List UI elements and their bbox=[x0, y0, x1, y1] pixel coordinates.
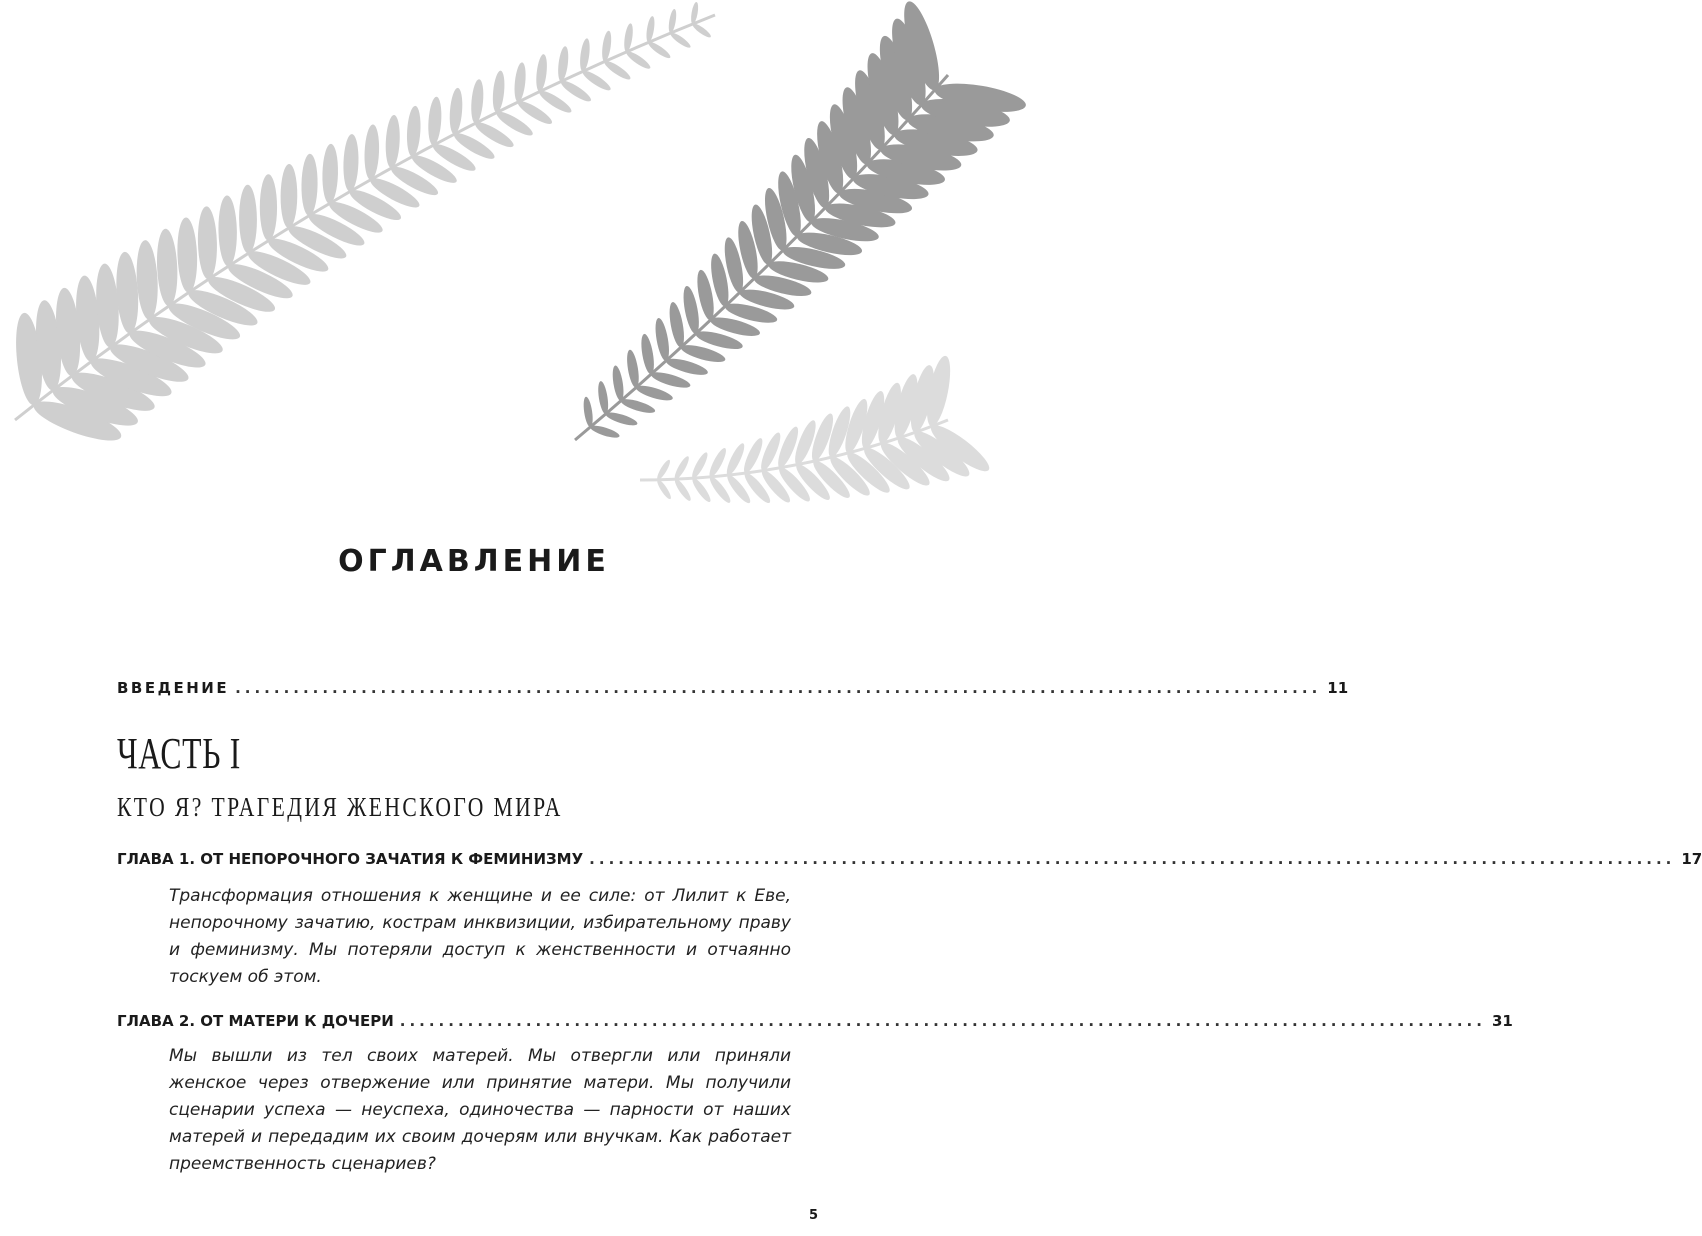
toc-page-chapter-2: 31 bbox=[1491, 1012, 1513, 1030]
toc-leader-dots: ................................................................................................................ bbox=[589, 850, 1676, 868]
toc-row-introduction[interactable] bbox=[117, 679, 1349, 697]
page-title: ОГЛАВЛЕНИЕ bbox=[338, 544, 610, 579]
toc-row-chapter-1[interactable] bbox=[117, 850, 1702, 868]
toc-row-chapter-2[interactable] bbox=[117, 1012, 1513, 1030]
page-number: 5 bbox=[808, 1208, 818, 1223]
part-title: КТО Я? ТРАГЕДИЯ ЖЕНСКОГО МИРА bbox=[117, 792, 563, 822]
toc-label-chapter-2: ГЛАВА 2. ОТ МАТЕРИ К ДОЧЕРИ bbox=[117, 1012, 394, 1030]
chapter-1-description: Трансформация отношения к женщине и ее силе: от Лилит к Еве, непорочному зачатию, кострам инквизиции, избирательному праву и феминизму. Мы потеряли доступ к женственности и отчаянно тоскуем об этом. bbox=[169, 886, 791, 987]
toc-label-chapter-1: ГЛАВА 1. ОТ НЕПОРОЧНОГО ЗАЧАТИЯ К ФЕМИНИЗМУ bbox=[117, 850, 584, 868]
toc-leader-dots: ................................................................................................................ bbox=[235, 679, 1322, 697]
toc-page-chapter-1: 17 bbox=[1681, 850, 1702, 868]
part-label: ЧАСТЬ I bbox=[117, 729, 242, 778]
toc-label-introduction: ВВЕДЕНИЕ bbox=[117, 679, 230, 697]
toc-leader-dots: ................................................................................................................ bbox=[399, 1012, 1486, 1030]
chapter-2-description: Мы вышли из тел своих матерей. Мы отвергли или приняли женское через отвержение или принятие матери. Мы получили сценарии успеха — неуспеха, одиночества — парности от наших матерей и передадим их своим дочерям или внучкам. Как работает преемственность сценариев? bbox=[169, 1046, 791, 1174]
toc-page-introduction: 11 bbox=[1327, 679, 1349, 697]
